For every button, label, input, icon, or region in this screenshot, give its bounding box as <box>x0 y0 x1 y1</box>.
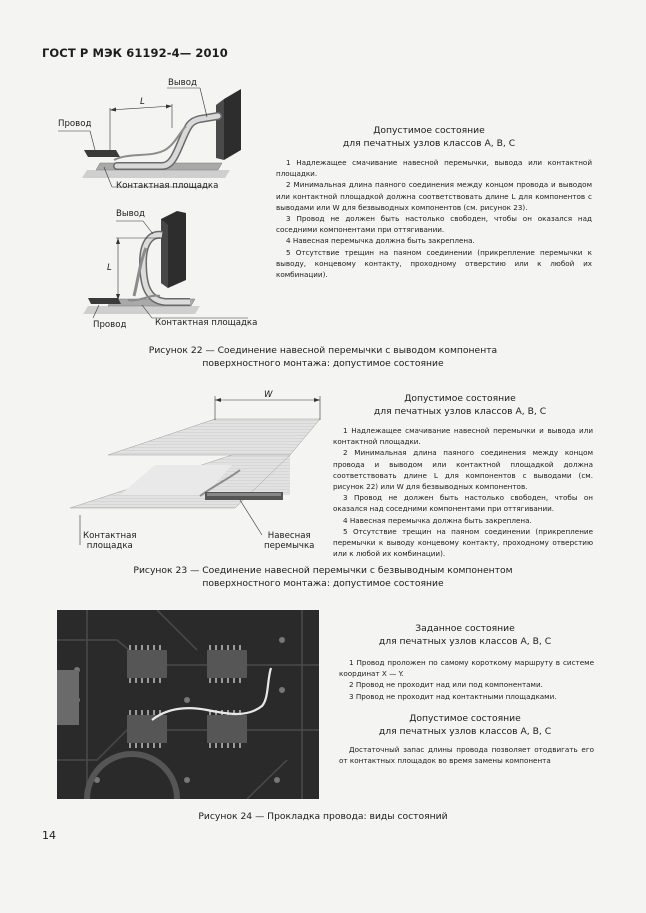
fig24-target-heading <box>332 622 598 648</box>
fig23-dimension-label: W <box>264 390 273 400</box>
fig24-acceptable-title: Допустимое состояние <box>409 713 521 724</box>
pcb-photo <box>57 610 319 799</box>
fig24-target-item-3: 3 Провод не проходит над контактными площадками. <box>349 691 557 701</box>
fig23-item-5: 5 Отсутствие трещин на паяном соединении (прикрепление перемычки к выводу концевому контакту, проходному отверстию или к любой их комбинации). <box>333 526 593 559</box>
fig22-caption-line1: Рисунок 22 — Соединение навесной перемычки с выводом компонента <box>148 345 498 356</box>
fig23-item-1: 1 Надлежащее смачивание навесной перемычки и вывода или контактной площадки. <box>333 426 593 447</box>
fig23-caption-line2: поверхностного монтажа: допустимое состояние <box>202 578 444 589</box>
fig24-acceptable-heading <box>332 712 598 738</box>
fig23-jumper-label <box>264 531 314 551</box>
fig24-target-items <box>339 657 594 702</box>
fig24-acceptable-body <box>339 744 594 766</box>
fig23-pad-label-line1: Контактная <box>83 531 137 541</box>
fig23-pad-label <box>83 531 137 551</box>
fig23-items <box>333 425 593 559</box>
fig24-acceptable-subtitle: для печатных узлов классов А, В, С <box>378 726 552 737</box>
fig23-jumper-label-line2: перемычка <box>264 541 315 551</box>
fig22-item-1: 1 Надлежащее смачивание навесной перемычки, вывода или контактной площадки. <box>276 158 592 179</box>
fig24-target-subtitle: для печатных узлов классов А, В, С <box>378 636 552 647</box>
fig23-caption <box>70 564 576 590</box>
fig23-item-4: 4 Навесная перемычка должна быть закреплена. <box>343 515 532 525</box>
fig22-item-4: 4 Навесная перемычка должна быть закреплена. <box>286 236 475 246</box>
fig22-bottom-pad-label: Контактная площадка <box>155 318 258 328</box>
fig22-top-lead-label: Вывод <box>168 78 197 88</box>
fig22-item-3: 3 Провод не должен быть настолько свободен, чтобы он оказался над соседними компонентами при оттягивании. <box>276 214 592 235</box>
fig23-subtitle: для печатных узлов классов А, В, С <box>373 406 547 417</box>
fig22-top-wire-label: Провод <box>58 119 92 129</box>
fig22-bottom-dimension-label: L <box>107 263 112 273</box>
fig23-title: Допустимое состояние <box>404 393 516 404</box>
fig22-subtitle: для печатных узлов классов А, В, С <box>342 138 516 149</box>
page-number: 14 <box>42 829 56 842</box>
fig24-acceptable-text: Достаточный запас длины провода позволяет отодвигать его от контактных площадок во время замены компонента <box>339 745 594 766</box>
fig24-caption: Рисунок 24 — Прокладка провода: виды состояний <box>198 811 448 822</box>
fig23-item-3: 3 Провод не должен быть настолько свободен, чтобы он оказался над соседними компонентами при оттягивании. <box>333 493 593 514</box>
fig22-title: Допустимое состояние <box>373 125 485 136</box>
fig24-target-item-2: 2 Провод не проходит над или под компонентами. <box>349 680 543 690</box>
fig22-bottom-wire-label: Провод <box>93 320 127 330</box>
fig22-top-dimension-label: L <box>140 97 145 107</box>
fig23-caption-line1: Рисунок 23 — Соединение навесной перемычки с безвыводным компонентом <box>133 565 513 576</box>
fig23-text-block <box>322 392 598 418</box>
document-header: ГОСТ Р МЭК 61192-4— 2010 <box>42 46 228 60</box>
fig24-target-title: Заданное состояние <box>415 623 515 634</box>
fig24-target-item-1: 1 Провод проложен по самому короткому маршруту в системе координат X — Y. <box>339 658 594 679</box>
pcb-photo-art <box>57 610 319 799</box>
fig22-item-5: 5 Отсутствие трещин на паяном соединении (прикрепление перемычки к выводу, концевому контакту, проходному отверстию или к любой их комбинации). <box>276 247 592 280</box>
fig23-pad-label-line2: площадка <box>86 541 133 551</box>
fig22-caption-line2: поверхностного монтажа: допустимое состояние <box>202 358 444 369</box>
fig22-item-2: 2 Минимальная длина паяного соединения между концом провода и выводом или контактной площадкой должна соответствовать длине L для компонентов с выводами или W для безвыводных компонентов (см. рисунок 23). <box>276 180 592 212</box>
fig23-jumper-label-line1: Навесная <box>267 531 311 541</box>
fig22-bottom-lead-label: Вывод <box>116 209 145 219</box>
fig22-top-pad-label: Контактная площадка <box>116 181 219 191</box>
fig23-item-2: 2 Минимальная длина паяного соединения между концом провода и выводом или контактной площадкой должна соответствовать длине L для компонентов с выводами (см. рисунок 22) или W для безвыводных компонентов. <box>333 448 593 492</box>
